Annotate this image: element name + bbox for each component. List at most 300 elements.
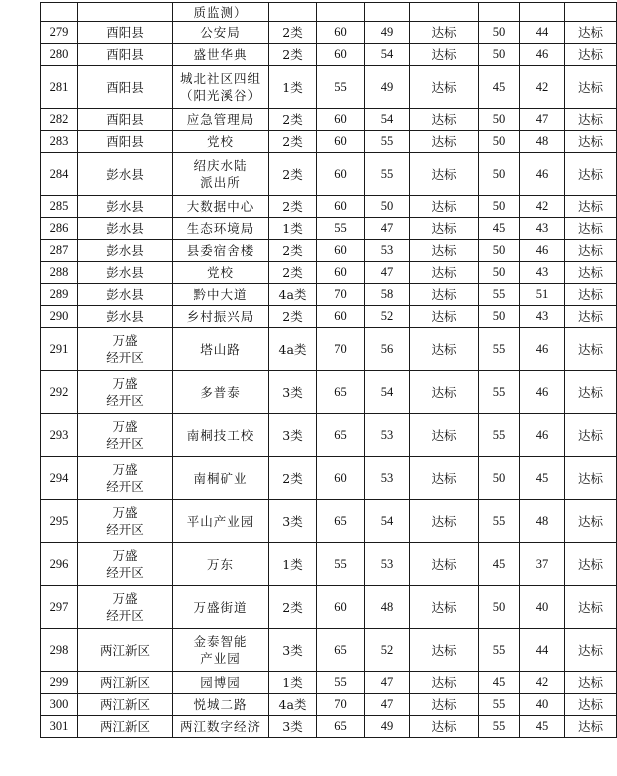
site-cell-line: 派出所	[200, 175, 241, 190]
site-cell	[173, 284, 269, 306]
day-result-cell: 达标	[410, 586, 479, 629]
number-cell: 285	[41, 196, 78, 218]
class-cell: 4a类	[269, 694, 317, 716]
night-result-cell: 达标	[565, 131, 617, 153]
day-result-cell: 达标	[410, 262, 479, 284]
county-cell-line: 彭水县	[106, 166, 144, 182]
site-cell-line: 平山产业园	[186, 513, 255, 529]
county-cell-line: 经开区	[106, 393, 144, 408]
day-standard-cell	[317, 3, 365, 22]
site-cell	[173, 22, 269, 44]
number-cell: 284	[41, 153, 78, 196]
night-result-cell: 达标	[565, 500, 617, 543]
county-cell-line: 彭水县	[106, 199, 144, 214]
site-cell	[173, 414, 269, 457]
county-cell	[78, 500, 173, 543]
class-cell: 1类	[269, 218, 317, 240]
county-cell	[78, 306, 173, 328]
night-value-cell: 46	[520, 44, 565, 66]
day-value-cell: 50	[365, 196, 410, 218]
table-row	[41, 22, 617, 44]
site-cell	[173, 586, 269, 629]
day-result-cell: 达标	[410, 672, 479, 694]
day-value-cell: 48	[365, 586, 410, 629]
site-cell-line: 生态环境局	[186, 221, 255, 236]
class-cell: 3类	[269, 414, 317, 457]
day-value-cell: 53	[365, 543, 410, 586]
night-standard-cell: 50	[479, 306, 520, 328]
day-result-cell: 达标	[410, 716, 479, 738]
class-cell: 3类	[269, 629, 317, 672]
day-result-cell: 达标	[410, 284, 479, 306]
night-value-cell: 46	[520, 240, 565, 262]
county-cell	[78, 22, 173, 44]
number-cell: 299	[41, 672, 78, 694]
day-result-cell: 达标	[410, 44, 479, 66]
night-result-cell: 达标	[565, 457, 617, 500]
number-cell: 283	[41, 131, 78, 153]
county-cell-line: 经开区	[106, 479, 144, 494]
day-standard-cell: 70	[317, 694, 365, 716]
table-row	[41, 66, 617, 109]
county-cell-line: 彭水县	[106, 243, 144, 258]
night-result-cell: 达标	[565, 109, 617, 131]
day-standard-cell: 65	[317, 629, 365, 672]
class-cell: 2类	[269, 586, 317, 629]
site-cell-line: 绍庆水陆	[193, 158, 248, 173]
county-cell	[78, 109, 173, 131]
county-cell	[78, 131, 173, 153]
day-value-cell: 52	[365, 306, 410, 328]
night-value-cell: 46	[520, 328, 565, 371]
day-standard-cell: 60	[317, 153, 365, 196]
site-cell	[173, 196, 269, 218]
night-value-cell: 45	[520, 716, 565, 738]
site-cell-line: 多普泰	[200, 384, 241, 400]
county-cell-line: 彭水县	[106, 265, 144, 280]
day-standard-cell: 65	[317, 500, 365, 543]
day-value-cell: 53	[365, 457, 410, 500]
day-value-cell	[365, 3, 410, 22]
day-standard-cell: 60	[317, 586, 365, 629]
county-cell-line: 经开区	[106, 565, 144, 580]
county-cell-line: 酉阳县	[106, 25, 144, 40]
day-standard-cell: 55	[317, 672, 365, 694]
class-cell: 2类	[269, 109, 317, 131]
class-cell: 4a类	[269, 284, 317, 306]
number-cell: 296	[41, 543, 78, 586]
county-cell	[78, 3, 173, 22]
night-standard-cell: 50	[479, 240, 520, 262]
site-cell-line: 万盛街道	[193, 599, 248, 615]
county-cell	[78, 543, 173, 586]
night-value-cell: 40	[520, 694, 565, 716]
number-cell: 300	[41, 694, 78, 716]
night-standard-cell: 55	[479, 284, 520, 306]
table-row	[41, 629, 617, 672]
county-cell	[78, 153, 173, 196]
day-standard-cell: 60	[317, 262, 365, 284]
table-row	[41, 672, 617, 694]
county-cell	[78, 196, 173, 218]
day-result-cell: 达标	[410, 22, 479, 44]
site-cell	[173, 543, 269, 586]
day-standard-cell: 70	[317, 284, 365, 306]
day-result-cell: 达标	[410, 500, 479, 543]
day-value-cell: 53	[365, 240, 410, 262]
day-result-cell: 达标	[410, 414, 479, 457]
night-result-cell: 达标	[565, 371, 617, 414]
site-cell-line: 党校	[206, 134, 234, 149]
number-cell: 298	[41, 629, 78, 672]
day-standard-cell: 55	[317, 543, 365, 586]
day-value-cell: 54	[365, 371, 410, 414]
site-cell	[173, 672, 269, 694]
night-result-cell: 达标	[565, 284, 617, 306]
site-cell	[173, 153, 269, 196]
night-value-cell: 46	[520, 371, 565, 414]
night-standard-cell: 50	[479, 22, 520, 44]
noise-monitoring-table	[40, 2, 617, 738]
number-cell: 279	[41, 22, 78, 44]
night-value-cell: 42	[520, 66, 565, 109]
night-result-cell: 达标	[565, 694, 617, 716]
night-result-cell: 达标	[565, 153, 617, 196]
site-cell-line: 金泰智能	[193, 634, 248, 649]
number-cell	[41, 3, 78, 22]
night-result-cell: 达标	[565, 629, 617, 672]
county-cell	[78, 262, 173, 284]
site-cell-line: 应急管理局	[186, 112, 255, 127]
number-cell: 287	[41, 240, 78, 262]
county-cell-line: 万盛	[112, 591, 138, 606]
number-cell: 290	[41, 306, 78, 328]
night-standard-cell: 55	[479, 371, 520, 414]
night-value-cell: 46	[520, 153, 565, 196]
table-row	[41, 414, 617, 457]
site-cell: 质监测）	[173, 3, 269, 22]
night-standard-cell: 50	[479, 262, 520, 284]
day-value-cell: 58	[365, 284, 410, 306]
number-cell: 280	[41, 44, 78, 66]
site-cell	[173, 109, 269, 131]
night-standard-cell: 50	[479, 457, 520, 500]
day-value-cell: 47	[365, 694, 410, 716]
night-standard-cell: 45	[479, 543, 520, 586]
county-cell	[78, 66, 173, 109]
county-cell-line: 经开区	[106, 522, 144, 537]
day-value-cell: 55	[365, 131, 410, 153]
county-cell-line: 彭水县	[106, 309, 144, 324]
site-cell-line: 园博园	[200, 675, 241, 690]
day-result-cell: 达标	[410, 240, 479, 262]
night-result-cell	[565, 3, 617, 22]
class-cell	[269, 3, 317, 22]
day-result-cell: 达标	[410, 109, 479, 131]
table-row	[41, 306, 617, 328]
site-cell-line: 大数据中心	[186, 199, 255, 214]
night-value-cell	[520, 3, 565, 22]
class-cell: 2类	[269, 196, 317, 218]
day-value-cell: 49	[365, 716, 410, 738]
night-standard-cell: 50	[479, 109, 520, 131]
class-cell: 1类	[269, 543, 317, 586]
county-cell	[78, 218, 173, 240]
day-value-cell: 49	[365, 66, 410, 109]
number-cell: 288	[41, 262, 78, 284]
class-cell: 3类	[269, 716, 317, 738]
site-cell-line: 党校	[206, 265, 234, 280]
number-cell: 286	[41, 218, 78, 240]
day-standard-cell: 60	[317, 109, 365, 131]
day-standard-cell: 60	[317, 240, 365, 262]
day-standard-cell: 60	[317, 44, 365, 66]
night-standard-cell: 55	[479, 716, 520, 738]
number-cell: 292	[41, 371, 78, 414]
day-standard-cell: 60	[317, 196, 365, 218]
county-cell	[78, 457, 173, 500]
night-result-cell: 达标	[565, 262, 617, 284]
site-cell	[173, 240, 269, 262]
county-cell-line: 两江新区	[99, 642, 150, 658]
night-standard-cell: 50	[479, 196, 520, 218]
number-cell: 291	[41, 328, 78, 371]
site-cell	[173, 716, 269, 738]
night-standard-cell: 45	[479, 66, 520, 109]
night-result-cell: 达标	[565, 196, 617, 218]
table-row	[41, 44, 617, 66]
night-value-cell: 48	[520, 500, 565, 543]
county-cell-line: 酉阳县	[106, 112, 144, 127]
night-value-cell: 51	[520, 284, 565, 306]
day-result-cell: 达标	[410, 66, 479, 109]
table-row	[41, 328, 617, 371]
number-cell: 293	[41, 414, 78, 457]
number-cell: 281	[41, 66, 78, 109]
site-cell-line: 南桐矿业	[193, 470, 248, 486]
number-cell: 297	[41, 586, 78, 629]
night-standard-cell	[479, 3, 520, 22]
day-value-cell: 53	[365, 414, 410, 457]
day-result-cell: 达标	[410, 153, 479, 196]
site-cell	[173, 262, 269, 284]
county-cell-line: 万盛	[112, 505, 138, 520]
class-cell: 2类	[269, 153, 317, 196]
county-cell	[78, 629, 173, 672]
county-cell	[78, 586, 173, 629]
class-cell: 2类	[269, 240, 317, 262]
county-cell-line: 酉阳县	[106, 47, 144, 62]
site-cell	[173, 328, 269, 371]
table-row	[41, 457, 617, 500]
night-standard-cell: 45	[479, 672, 520, 694]
county-cell-line: 两江新区	[99, 719, 150, 734]
day-standard-cell: 70	[317, 328, 365, 371]
night-value-cell: 44	[520, 629, 565, 672]
table-row	[41, 371, 617, 414]
site-cell	[173, 218, 269, 240]
night-standard-cell: 50	[479, 131, 520, 153]
county-cell-line: 万盛	[112, 333, 138, 348]
night-standard-cell: 50	[479, 153, 520, 196]
county-cell-line: 万盛	[112, 462, 138, 477]
table-row	[41, 196, 617, 218]
county-cell-line: 万盛	[112, 376, 138, 391]
site-cell-line: 公安局	[200, 25, 241, 40]
day-result-cell: 达标	[410, 306, 479, 328]
night-value-cell: 47	[520, 109, 565, 131]
night-standard-cell: 50	[479, 44, 520, 66]
number-cell: 301	[41, 716, 78, 738]
night-standard-cell: 55	[479, 694, 520, 716]
table-row	[41, 694, 617, 716]
site-cell-line: 产业园	[200, 651, 241, 666]
county-cell	[78, 716, 173, 738]
day-result-cell: 达标	[410, 457, 479, 500]
night-value-cell: 45	[520, 457, 565, 500]
table-row	[41, 109, 617, 131]
night-value-cell: 43	[520, 306, 565, 328]
site-cell	[173, 66, 269, 109]
night-result-cell: 达标	[565, 543, 617, 586]
class-cell: 2类	[269, 262, 317, 284]
county-cell-line: 万盛	[112, 548, 138, 563]
table-row	[41, 240, 617, 262]
night-standard-cell: 55	[479, 414, 520, 457]
day-value-cell: 54	[365, 500, 410, 543]
night-value-cell: 44	[520, 22, 565, 44]
class-cell: 3类	[269, 500, 317, 543]
day-standard-cell: 60	[317, 131, 365, 153]
day-result-cell: 达标	[410, 328, 479, 371]
day-standard-cell: 65	[317, 414, 365, 457]
class-cell: 2类	[269, 44, 317, 66]
county-cell	[78, 328, 173, 371]
day-value-cell: 54	[365, 109, 410, 131]
day-result-cell: 达标	[410, 543, 479, 586]
day-result-cell: 达标	[410, 371, 479, 414]
day-value-cell: 52	[365, 629, 410, 672]
night-result-cell: 达标	[565, 240, 617, 262]
site-cell-line: 万东	[206, 556, 234, 572]
day-value-cell: 47	[365, 218, 410, 240]
class-cell: 2类	[269, 131, 317, 153]
day-standard-cell: 65	[317, 371, 365, 414]
county-cell-line: 酉阳县	[106, 134, 144, 149]
table-row	[41, 262, 617, 284]
site-cell-line: 盛世华典	[193, 47, 248, 62]
night-result-cell: 达标	[565, 586, 617, 629]
table-row	[41, 153, 617, 196]
night-value-cell: 40	[520, 586, 565, 629]
night-result-cell: 达标	[565, 22, 617, 44]
night-value-cell: 43	[520, 262, 565, 284]
number-cell: 294	[41, 457, 78, 500]
class-cell: 2类	[269, 22, 317, 44]
night-result-cell: 达标	[565, 716, 617, 738]
site-cell-line: 城北社区四组	[179, 71, 261, 86]
table-row	[41, 131, 617, 153]
night-result-cell: 达标	[565, 414, 617, 457]
class-cell: 2类	[269, 457, 317, 500]
day-value-cell: 47	[365, 672, 410, 694]
night-result-cell: 达标	[565, 218, 617, 240]
day-result-cell: 达标	[410, 694, 479, 716]
county-cell-line: 经开区	[106, 436, 144, 451]
night-standard-cell: 55	[479, 629, 520, 672]
night-result-cell: 达标	[565, 66, 617, 109]
day-value-cell: 47	[365, 262, 410, 284]
day-result-cell: 达标	[410, 131, 479, 153]
site-cell	[173, 371, 269, 414]
class-cell: 1类	[269, 672, 317, 694]
night-value-cell: 42	[520, 672, 565, 694]
continuation-row	[41, 3, 617, 22]
table-row	[41, 586, 617, 629]
night-standard-cell: 45	[479, 218, 520, 240]
day-standard-cell: 60	[317, 306, 365, 328]
night-result-cell: 达标	[565, 328, 617, 371]
site-cell-line: 两江数字经济	[179, 719, 261, 734]
county-cell-line: 经开区	[106, 350, 144, 365]
day-result-cell: 达标	[410, 629, 479, 672]
day-result-cell: 达标	[410, 196, 479, 218]
county-cell	[78, 672, 173, 694]
night-standard-cell: 50	[479, 586, 520, 629]
night-value-cell: 48	[520, 131, 565, 153]
class-cell: 4a类	[269, 328, 317, 371]
table-row	[41, 284, 617, 306]
county-cell-line: 万盛	[112, 419, 138, 434]
site-cell-line: 乡村振兴局	[186, 309, 255, 324]
number-cell: 295	[41, 500, 78, 543]
county-cell	[78, 371, 173, 414]
site-cell-line: 塔山路	[200, 341, 241, 357]
day-value-cell: 55	[365, 153, 410, 196]
table-row	[41, 543, 617, 586]
site-cell-line: 黔中大道	[193, 287, 248, 302]
day-result-cell	[410, 3, 479, 22]
county-cell-line: 两江新区	[99, 675, 150, 690]
site-cell	[173, 457, 269, 500]
county-cell	[78, 414, 173, 457]
site-cell	[173, 629, 269, 672]
site-cell	[173, 44, 269, 66]
site-cell	[173, 131, 269, 153]
class-cell: 1类	[269, 66, 317, 109]
night-result-cell: 达标	[565, 306, 617, 328]
day-value-cell: 56	[365, 328, 410, 371]
county-cell	[78, 284, 173, 306]
county-cell-line: 彭水县	[106, 221, 144, 236]
site-cell	[173, 694, 269, 716]
day-standard-cell: 65	[317, 716, 365, 738]
site-cell-line: 县委宿舍楼	[186, 243, 255, 258]
county-cell-line: 两江新区	[99, 697, 150, 712]
county-cell-line: 经开区	[106, 608, 144, 623]
table-row	[41, 500, 617, 543]
table-row	[41, 218, 617, 240]
class-cell: 3类	[269, 371, 317, 414]
county-cell	[78, 44, 173, 66]
site-cell-line: 悦城二路	[193, 697, 248, 712]
day-standard-cell: 55	[317, 218, 365, 240]
county-cell-line: 彭水县	[106, 287, 144, 302]
site-cell	[173, 500, 269, 543]
night-value-cell: 37	[520, 543, 565, 586]
night-value-cell: 42	[520, 196, 565, 218]
site-cell	[173, 306, 269, 328]
